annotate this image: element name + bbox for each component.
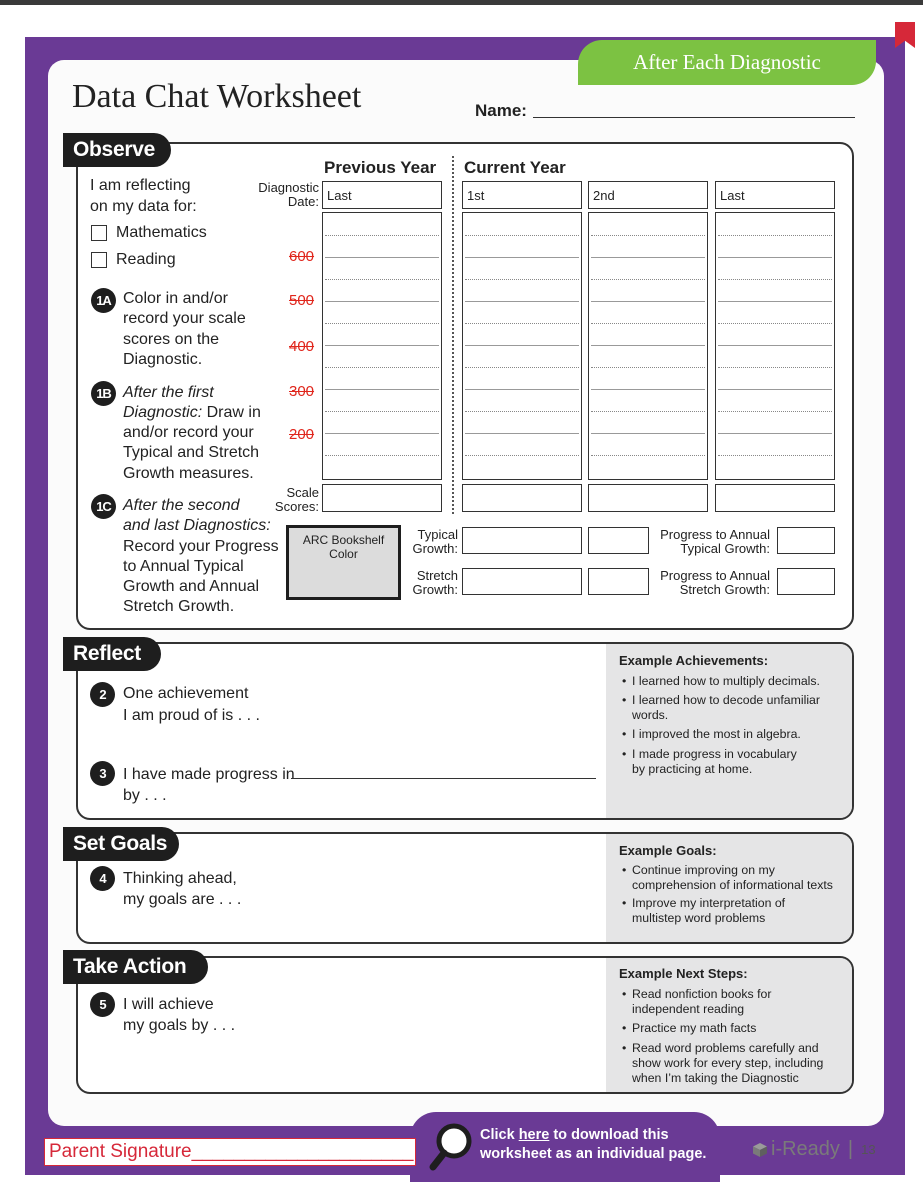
label-line: Typical Growth: <box>680 541 770 556</box>
goals-tab: Set Goals <box>63 827 179 861</box>
magnifier-icon <box>428 1121 474 1173</box>
step-1c-line: to Annual Typical <box>123 558 244 575</box>
chart-gridline <box>325 279 439 280</box>
chart-gridline <box>465 235 579 236</box>
scale-score-last[interactable] <box>715 484 835 512</box>
chart-gridline <box>718 235 832 236</box>
example-achievements-heading: Example Achievements: <box>619 653 769 668</box>
chart-gridline <box>718 345 832 346</box>
chart-gridline <box>591 455 705 456</box>
progress-stretch-field[interactable] <box>777 568 835 595</box>
example-next-step <box>622 1021 756 1036</box>
chart-gridline <box>591 279 705 280</box>
date-box-previous-last[interactable] <box>322 181 442 209</box>
year-divider <box>452 156 454 514</box>
step-1b-badge: 1B <box>91 381 116 406</box>
question-5-line: I will achieve <box>123 996 214 1013</box>
typical-growth-field[interactable] <box>462 527 582 554</box>
parent-signature-field[interactable]: Parent Signature_____________________ <box>44 1138 416 1166</box>
chart-gridline <box>591 433 705 434</box>
chart-gridline <box>591 301 705 302</box>
step-1b-rest: Draw in <box>202 404 261 421</box>
step-1b-line: Growth measures. <box>123 465 254 482</box>
chart-gridline <box>325 455 439 456</box>
previous-year-heading: Previous Year <box>324 158 437 177</box>
current-year-heading: Current Year <box>464 158 566 177</box>
reading-checkbox[interactable] <box>91 252 107 268</box>
typical-growth-2nd-field[interactable] <box>588 527 649 554</box>
example-line: • Continue improving on my <box>632 863 775 877</box>
brand-name: i-Ready <box>771 1138 840 1160</box>
example-goals-heading: Example Goals: <box>619 843 717 858</box>
download-link-text[interactable] <box>480 1126 706 1164</box>
example-goal <box>622 863 833 893</box>
chart-gridline <box>591 367 705 368</box>
chart-gridline <box>325 345 439 346</box>
reflecting-line-2: on my data for: <box>90 198 197 215</box>
page-number: 13 <box>861 1142 876 1157</box>
chart-gridline <box>465 433 579 434</box>
arc-bookshelf-color-box[interactable] <box>286 525 401 600</box>
question-2-badge: 2 <box>90 682 115 707</box>
iready-logo <box>752 1138 876 1161</box>
label-line: Growth: <box>412 582 458 597</box>
date-box-1st[interactable] <box>462 181 582 209</box>
chart-gridline <box>465 279 579 280</box>
name-label: Name: <box>475 101 527 120</box>
diagnostic-date-label <box>244 181 319 209</box>
example-line: independent reading <box>632 1002 745 1016</box>
example-line: • Read nonfiction books for <box>632 987 772 1001</box>
step-1b-italic: Diagnostic: <box>123 404 203 421</box>
chart-gridline <box>718 367 832 368</box>
stretch-growth-2nd-field[interactable] <box>588 568 649 595</box>
example-achievement <box>622 727 801 742</box>
label-line: Stretch <box>416 568 458 583</box>
progress-typical-field[interactable] <box>777 527 835 554</box>
reading-label: Reading <box>116 251 176 268</box>
step-1a-line: scores on the <box>123 331 220 348</box>
question-4-badge: 4 <box>90 866 115 891</box>
chart-gridline <box>591 345 705 346</box>
step-1c-line: Record your Progress <box>123 538 279 555</box>
question-4-line: Thinking ahead, <box>123 870 237 887</box>
question-3-line: by . . . <box>123 787 167 804</box>
question-3-line: I have made progress in <box>123 766 295 783</box>
step-1c-badge: 1C <box>91 494 116 519</box>
chart-gridline <box>465 389 579 390</box>
diagnostic-tab: After Each Diagnostic <box>578 40 876 85</box>
scale-value: 600 <box>289 248 315 265</box>
scale-score-2nd[interactable] <box>588 484 708 512</box>
mathematics-checkbox[interactable] <box>91 225 107 241</box>
chart-gridline <box>325 323 439 324</box>
label-line: Typical <box>417 527 458 542</box>
step-1a-line: Diagnostic. <box>123 351 203 368</box>
label-line: Date: <box>287 194 319 209</box>
chart-gridline <box>325 257 439 258</box>
chart-gridline <box>465 367 579 368</box>
label-line: Stretch Growth: <box>679 582 770 597</box>
chart-gridline <box>465 323 579 324</box>
example-line: • Read word problems carefully and <box>632 1041 819 1055</box>
example-achievement <box>622 693 820 723</box>
label-line: Progress to Annual <box>660 568 770 583</box>
step-1b-line: and/or record your <box>123 424 254 441</box>
observe-tab: Observe <box>63 133 171 167</box>
typical-growth-label <box>402 528 458 556</box>
stretch-growth-field[interactable] <box>462 568 582 595</box>
chart-gridline <box>591 235 705 236</box>
label-line: Growth: <box>412 541 458 556</box>
chart-gridline <box>718 433 832 434</box>
chart-gridline <box>325 235 439 236</box>
progress-subject-field[interactable] <box>291 778 596 779</box>
example-line: • I learned how to decode unfamiliar <box>632 693 820 707</box>
example-line: • Improve my interpretation of <box>632 896 786 910</box>
chart-gridline <box>591 411 705 412</box>
example-line: comprehension of informational texts <box>632 878 833 892</box>
iready-cube-icon <box>752 1142 768 1158</box>
action-tab: Take Action <box>63 950 208 984</box>
example-line: • I improved the most in algebra. <box>632 727 801 741</box>
example-line: by practicing at home. <box>632 762 753 776</box>
example-next-steps-heading: Example Next Steps: <box>619 966 748 981</box>
date-box-2nd[interactable] <box>588 181 708 209</box>
question-2-line: I am proud of is . . . <box>123 707 260 724</box>
example-line: multistep word problems <box>632 911 766 925</box>
example-line: words. <box>632 708 669 722</box>
scale-value: 400 <box>289 338 315 355</box>
chart-gridline <box>465 345 579 346</box>
chart-gridline <box>591 389 705 390</box>
scale-score-previous[interactable] <box>322 484 442 512</box>
label-line: Progress to Annual <box>660 527 770 542</box>
chart-gridline <box>718 257 832 258</box>
download-line-2: worksheet as an individual page. <box>480 1146 707 1162</box>
question-5-line: my goals by . . . <box>123 1017 236 1034</box>
chart-gridline <box>718 411 832 412</box>
step-1a-line: record your scale <box>123 310 246 327</box>
label-line: Scale <box>286 485 319 500</box>
scale-value: 300 <box>289 383 315 400</box>
step-1c-line: Stretch Growth. <box>123 598 235 615</box>
example-line: when I’m taking the Diagnostic <box>632 1071 799 1085</box>
label-line: ARC Bookshelf <box>302 533 385 547</box>
date-box-label: Last <box>327 188 352 203</box>
mathematics-label: Mathematics <box>116 224 207 241</box>
example-goal <box>622 896 785 926</box>
click-text: Click <box>480 1127 519 1143</box>
here-link[interactable]: here <box>518 1127 550 1143</box>
reflecting-line-1: I am reflecting <box>90 177 191 194</box>
chart-gridline <box>718 455 832 456</box>
stretch-growth-label <box>402 569 458 597</box>
top-bar <box>0 0 923 5</box>
step-1b-line <box>123 403 261 424</box>
chart-gridline <box>325 389 439 390</box>
step-1c-line: Growth and Annual <box>123 578 260 595</box>
example-next-step <box>622 1041 823 1086</box>
question-5-badge: 5 <box>90 992 115 1017</box>
chart-gridline <box>718 323 832 324</box>
example-line: • Practice my math facts <box>632 1021 757 1035</box>
label-line: Scores: <box>274 499 319 514</box>
chart-gridline <box>718 279 832 280</box>
name-field[interactable] <box>533 117 855 118</box>
progress-typical-label <box>650 528 770 556</box>
chart-gridline <box>325 301 439 302</box>
chart-gridline <box>718 389 832 390</box>
question-4-line: my goals are . . . <box>123 891 242 908</box>
chart-gridline <box>465 257 579 258</box>
score-chart-2nd[interactable] <box>588 212 708 480</box>
chart-gridline <box>591 323 705 324</box>
question-2-line: One achievement <box>123 685 249 702</box>
step-1c-italic: After the second <box>123 497 240 514</box>
score-chart-previous[interactable] <box>322 212 442 480</box>
scale-scores-label <box>244 486 319 514</box>
date-box-label: 2nd <box>593 188 615 203</box>
example-next-step <box>622 987 771 1017</box>
label-line: Diagnostic <box>258 180 319 195</box>
download-text: to download this <box>549 1127 669 1143</box>
example-achievement <box>622 747 797 777</box>
date-box-current-last[interactable] <box>715 181 835 209</box>
progress-stretch-label <box>650 569 770 597</box>
chart-gridline <box>325 433 439 434</box>
scale-value: 200 <box>289 426 315 443</box>
step-1c-italic: and last Diagnostics: <box>123 517 271 534</box>
chart-gridline <box>325 411 439 412</box>
score-chart-1st[interactable] <box>462 212 582 480</box>
date-box-label: 1st <box>467 188 485 203</box>
arc-bookshelf-label <box>289 533 398 561</box>
chart-gridline <box>591 257 705 258</box>
step-1a-badge: 1A <box>91 288 116 313</box>
example-line: • I learned how to multiply decimals. <box>632 674 820 688</box>
bookmark-icon[interactable] <box>895 22 915 48</box>
example-line: show work for every step, including <box>632 1056 824 1070</box>
score-chart-last[interactable] <box>715 212 835 480</box>
question-3-badge: 3 <box>90 761 115 786</box>
chart-gridline <box>465 411 579 412</box>
step-1a-line: Color in and/or <box>123 290 228 307</box>
chart-gridline <box>465 301 579 302</box>
chart-gridline <box>718 301 832 302</box>
scale-value: 500 <box>289 292 315 309</box>
page-title: Data Chat Worksheet <box>72 78 362 115</box>
example-line: • I made progress in vocabulary <box>632 747 797 761</box>
chart-gridline <box>325 367 439 368</box>
step-1b-italic: After the first <box>123 384 214 401</box>
reflect-tab: Reflect <box>63 637 161 671</box>
label-line: Color <box>329 547 358 561</box>
scale-score-1st[interactable] <box>462 484 582 512</box>
footer-separator: | <box>847 1138 854 1160</box>
example-achievement <box>622 674 820 689</box>
chart-gridline <box>465 455 579 456</box>
download-line-1 <box>480 1126 706 1145</box>
step-1b-line: Typical and Stretch <box>123 444 260 461</box>
date-box-label: Last <box>720 188 745 203</box>
